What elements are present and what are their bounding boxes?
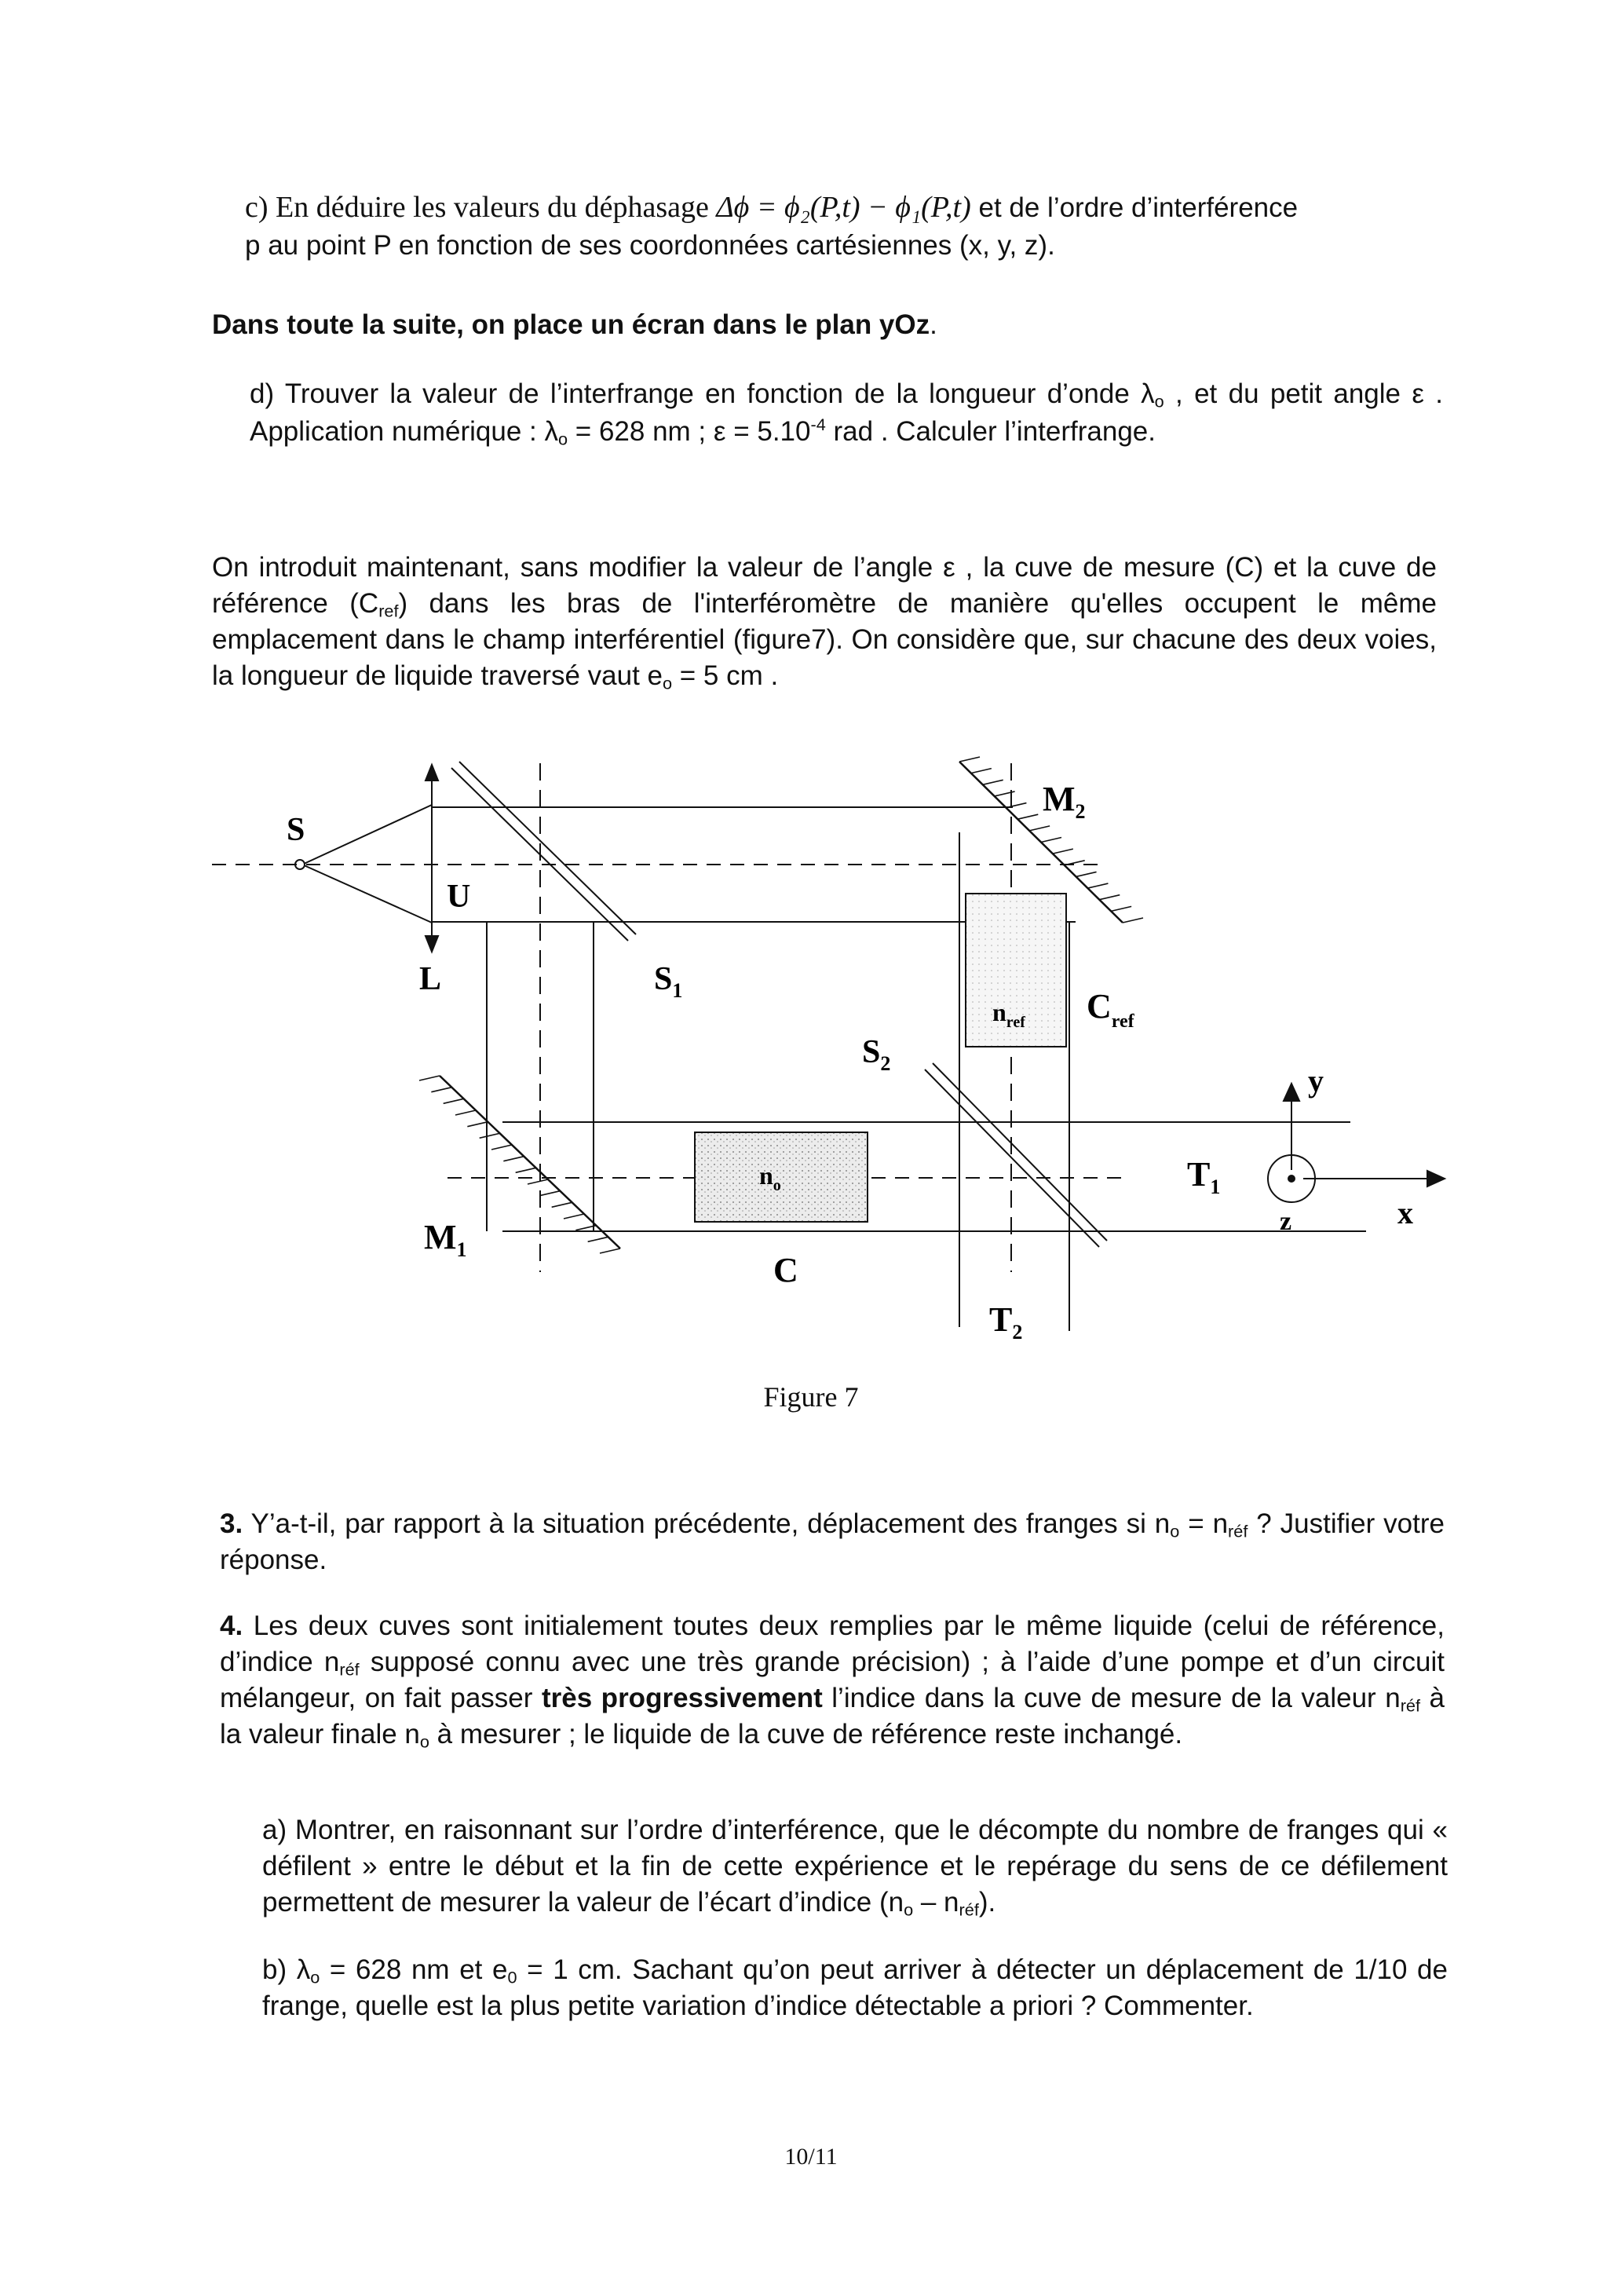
question-d: d) Trouver la valeur de l’interfrange en fonction de la longueur d’onde $\lambda_o$ , et du petit angle ε . Application numérique : $\lambda_o = 628$ nm ; $\varepsilon = 5.10^{-4}$ rad . Calculer l’interfrange. — [250, 378, 1443, 449]
label-c-ref: $C_{ref}$ — [1087, 987, 1134, 1032]
label-n-o: $n_o$ — [759, 1161, 781, 1194]
mirror-hatch-tick — [552, 1202, 572, 1207]
mirror-hatch-tick — [1041, 838, 1061, 843]
label-source-s: S — [287, 812, 305, 848]
label-t1: $T_1$ — [1187, 1155, 1221, 1198]
intro-paragraph: On introduit maintenant, sans modifier la valeur de l’angle ε , la cuve de mesure (C) et la cuve de référence $(C_{ref})$ dans les bras de l'interféromètre de manière qu'elles occupent le même emplacement dans le champ interférentiel (figure7). On considère que, sur chacune des deux voies, la longueur de liquide traversé vaut $e_o = 5$ cm . — [212, 552, 1437, 693]
label-s1: $S_1$ — [654, 961, 683, 1002]
mirror-hatch-tick — [480, 1133, 500, 1138]
mirror-hatch-tick — [419, 1076, 440, 1080]
measurement-cell — [695, 1132, 868, 1222]
mirror-hatch-tick — [959, 757, 980, 762]
phase-formula: Δϕ = ϕ₂(P,t) − ϕ₁(P,t) — [716, 191, 971, 224]
mirror-hatch-tick — [444, 1099, 464, 1103]
mirror-hatch-tick — [1006, 803, 1026, 808]
question-4b: b) $\lambda_o = 628$ nm et $e_0 = 1$ cm. Sachant qu’on peut arriver à détecter un déplacement de 1/10 de frange, quelle est la plus petite variation d’indice détectable a priori ? Commenter. — [262, 1954, 1448, 2021]
mirror-hatch-tick — [1017, 814, 1038, 819]
question-c: c) En déduire les valeurs du déphasage Δϕ = ϕ₂(P,t) − ϕ₁(P,t) et de l’ordre d’interférence p au point P en fonction de ses coordonnées cartésiennes (x, y, z). — [245, 191, 1299, 261]
label-c: C — [773, 1251, 798, 1289]
interferometer-figure — [204, 754, 1476, 1374]
question-4a: a) Montrer, en raisonnant sur l’ordre d’interférence, que le décompte du nombre de franges qui « défilent » entre le début et la fin de cette expérience et le repérage du sens de ce défilement permettent de mesurer la valeur de l’écart d’indice $(n_o - n_{réf})$. — [262, 1815, 1448, 1920]
mirror-hatch-tick — [431, 1088, 451, 1092]
label-lens-l: L — [419, 961, 442, 997]
mirror-hatch-tick — [1053, 849, 1073, 854]
question-3: 3. Y’a-t-il, par rapport à la situation précédente, déplacement des franges si $n_o = n_{réf}$ ? Justifier votre réponse. — [220, 1508, 1445, 1575]
mirror-hatch-tick — [491, 1145, 512, 1150]
label-axis-z: z — [1280, 1207, 1292, 1236]
label-axis-y: y — [1308, 1063, 1324, 1099]
source-ray-top — [302, 805, 432, 865]
mirror-hatch-tick — [1111, 906, 1131, 911]
mirror-hatch-tick — [528, 1179, 548, 1184]
mirror-hatch-tick — [971, 769, 992, 773]
label-s2: $S_2$ — [862, 1034, 891, 1075]
mirror-hatch-tick — [455, 1110, 476, 1115]
mirror-hatch-tick — [564, 1214, 584, 1219]
mirror-hatch-tick — [1065, 861, 1085, 865]
mirror-hatch-tick — [1076, 872, 1097, 876]
mirror-hatch-tick — [1099, 895, 1120, 900]
mirror-hatch-tick — [1087, 883, 1108, 888]
mirror-hatch-tick — [516, 1168, 536, 1172]
mirror-hatch-tick — [503, 1157, 524, 1161]
screen-note: Dans toute la suite, on place un écran dans le plan yOz. — [212, 309, 937, 340]
source-ray-bottom — [302, 865, 432, 923]
mirror-hatch-tick — [1123, 918, 1143, 923]
figure-caption: Figure 7 — [763, 1381, 859, 1413]
label-n-ref: $n_{ref}$ — [992, 998, 1025, 1031]
label-m1: $M_1$ — [424, 1218, 467, 1261]
mirror-hatch-tick — [983, 780, 1003, 784]
question-4: 4. Les deux cuves sont initialement toutes deux remplies par le même liquide (celui de référence, d’indice $n_{réf}$ supposé connu avec une très grande précision) ; à l’aide d’une pompe et d’un circuit mélangeur, on fait passer très progressivement l’indice dans la cuve de mesure de la valeur $n_{réf}$ à la valeur finale $n_o$ à mesurer ; le liquide de la cuve de référence reste inchangé. — [220, 1610, 1445, 1752]
label-t2: $T_2$ — [989, 1300, 1023, 1344]
mirror-hatch-tick — [588, 1237, 608, 1241]
mirror-hatch-tick — [600, 1249, 620, 1253]
label-u: U — [447, 879, 471, 915]
mirror-hatch-tick — [539, 1191, 560, 1196]
label-axis-x: x — [1397, 1195, 1413, 1230]
mirror-hatch-tick — [1029, 826, 1050, 831]
mirror-hatch-tick — [467, 1122, 488, 1127]
page-number: 10/11 — [784, 2144, 838, 2170]
label-m2: $M_2$ — [1043, 780, 1086, 823]
splitter-s1-b — [459, 762, 636, 934]
